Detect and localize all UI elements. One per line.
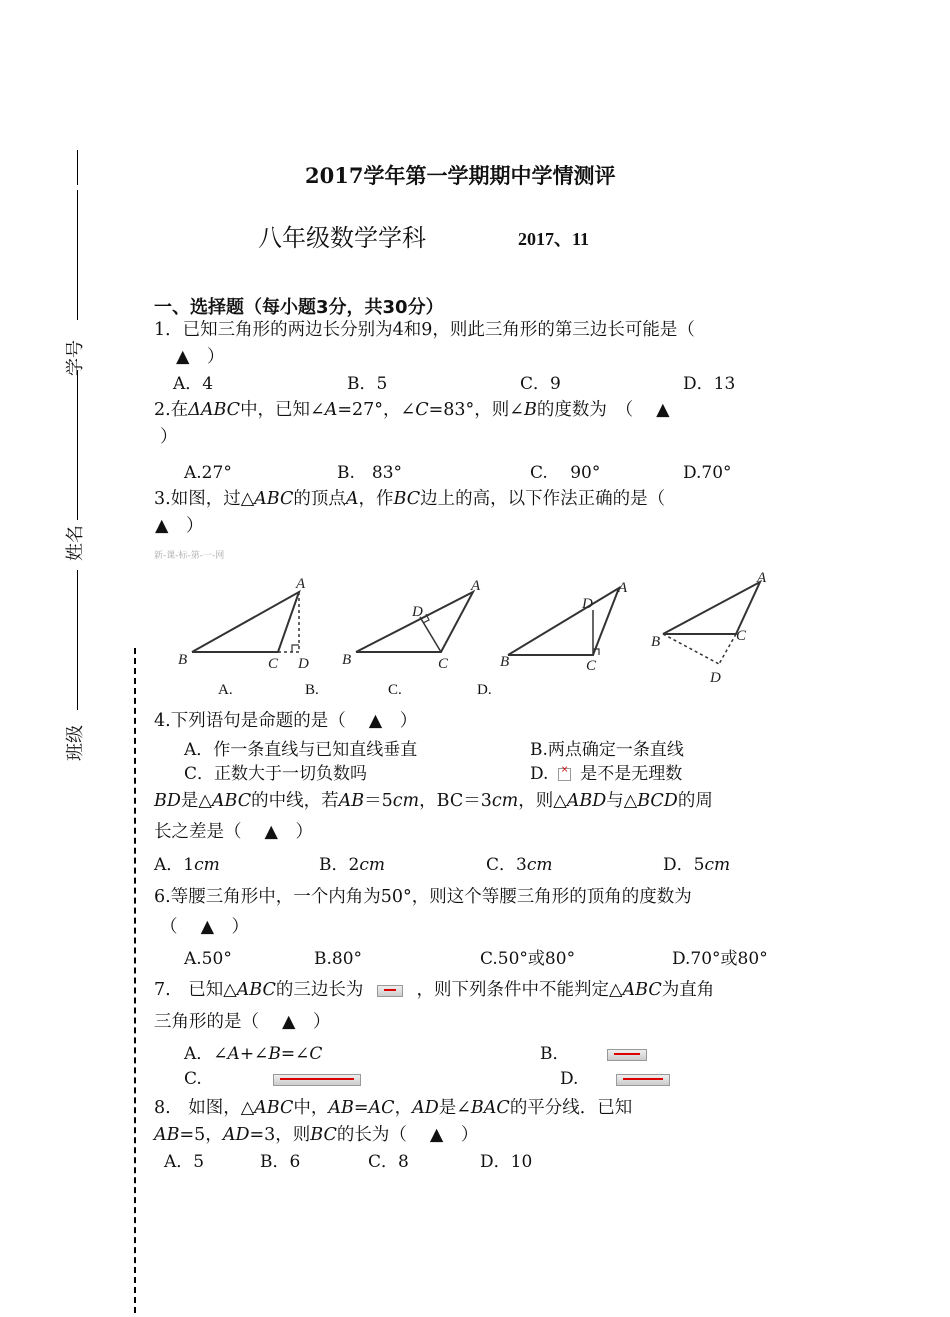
q2-option-d: D.70° — [683, 463, 732, 483]
q8-option-d: D．10 — [480, 1152, 533, 1172]
q4-option-a: A．作一条直线与已知直线垂直 — [184, 740, 418, 760]
watermark: 新-课-标-第-一-网 — [154, 551, 225, 561]
name-label: 姓名 — [65, 525, 86, 561]
q8-option-c: C．8 — [368, 1152, 409, 1172]
q4-stem: 4.下列语句是命题的是（ ▲ ） — [154, 711, 418, 731]
q7-option-d: D. — [560, 1071, 670, 1088]
q2-option-b: B. 83° — [337, 463, 403, 483]
q7-option-c-image — [273, 1074, 361, 1086]
fig-b-vertex-c: C — [438, 656, 449, 672]
q1-stem-cont: ▲ ） — [176, 347, 225, 367]
fig-a-vertex-d: D — [298, 656, 309, 672]
q1-option-b: B．5 — [347, 374, 388, 394]
fig-label-c: C. — [388, 682, 402, 698]
fig-a-right-angle — [292, 645, 299, 652]
q4-option-b: B.两点确定一条直线 — [530, 740, 684, 760]
class-label: 班级 — [65, 725, 86, 761]
q2-option-a: A.27° — [184, 463, 232, 483]
exam-title: 2017学年第一学期期中学情测评 — [305, 163, 616, 188]
q6-stem: 6.等腰三角形中，一个内角为50°，则这个等腰三角形的顶角的度数为 — [154, 887, 692, 907]
fig-c-vertex-b: B — [500, 654, 510, 670]
q2-option-c: C. 90° — [530, 463, 601, 483]
fig-label-d: D. — [477, 682, 492, 698]
fig-a-vertex-b: B — [178, 652, 188, 668]
fig-d-extension — [719, 634, 736, 664]
q3-figures — [170, 570, 780, 690]
fig-b-vertex-d: D — [412, 604, 423, 620]
margin-line-2 — [77, 370, 78, 520]
q8-option-b: B．6 — [260, 1152, 301, 1172]
q8-stem-cont: AB=5，AD=3，则BC的长为（ ▲ ） — [154, 1125, 479, 1145]
fig-label-b: B. — [305, 682, 319, 698]
q2-stem-cont: ） — [160, 427, 178, 447]
fig-c-triangle — [508, 588, 619, 655]
q6-stem-cont: （ ▲ ） — [160, 917, 250, 937]
fig-a-triangle — [192, 592, 299, 652]
q7-stem: 7. 已知△ABC的三边长为 ，则下列条件中不能判定△ABC为直角 — [154, 980, 715, 1000]
fig-c-vertex-c: C — [586, 658, 597, 674]
fig-a-vertex-a: A — [296, 576, 306, 592]
fig-b-altitude — [420, 617, 441, 652]
fig-b-vertex-b: B — [342, 652, 352, 668]
margin-line-1 — [77, 190, 78, 320]
q7-option-b-image — [607, 1049, 647, 1061]
q5-option-c: C．3cm — [486, 855, 553, 875]
fig-label-a: A. — [218, 682, 233, 698]
q7-option-c: C. — [184, 1071, 361, 1088]
q1-stem: 1．已知三角形的两边长分别为4和9，则此三角形的第三边长可能是（ — [154, 320, 695, 340]
q8-option-a: A．5 — [164, 1152, 205, 1172]
q7-stem-cont: 三角形的是（ ▲ ） — [154, 1012, 331, 1032]
fig-d-vertex-b: B — [651, 634, 661, 650]
q1-option-c: C．9 — [520, 374, 561, 394]
q4-option-c: C．正数大于一切负数吗 — [184, 764, 368, 784]
q5-option-a: A．1cm — [154, 855, 220, 875]
fig-b-vertex-a: A — [471, 578, 481, 594]
q4-option-d: D. × 是不是无理数 — [530, 764, 683, 784]
exam-subject: 八年级数学学科 — [258, 224, 426, 252]
q5-option-d: D．5cm — [663, 855, 731, 875]
q5-option-b: B．2cm — [319, 855, 385, 875]
section-heading: 一、选择题（每小题3分，共30分） — [154, 297, 444, 318]
q6-option-a: A.50° — [184, 949, 232, 969]
q7-option-d-image — [616, 1074, 670, 1086]
q8-stem: 8. 如图，△ABC中，AB=AC，AD是∠BAC的平分线．已知 — [154, 1098, 633, 1118]
fig-b-triangle — [356, 592, 473, 652]
fig-d-vertex-c: C — [736, 628, 747, 644]
fig-a-vertex-c: C — [268, 656, 279, 672]
q6-option-d: D.70°或80° — [672, 949, 768, 969]
fig-d-vertex-d: D — [710, 670, 721, 686]
q3-stem: 3.如图，过△ABC的顶点A，作BC边上的高，以下作法正确的是（ — [154, 489, 666, 509]
margin-line-top — [77, 150, 78, 185]
q7-equation-image — [377, 985, 403, 997]
fig-c-vertex-d: D — [582, 596, 593, 612]
q7-option-b: B． — [540, 1046, 647, 1063]
q5-stem-cont: 长之差是（ ▲ ） — [154, 822, 314, 842]
q1-option-d: D．13 — [683, 374, 736, 394]
q3-stem-cont: ▲ ） — [155, 516, 204, 536]
fig-d-vertex-a: A — [757, 570, 767, 586]
exam-date: 2017、11 — [518, 229, 590, 249]
student-id-label: 学号 — [65, 340, 86, 376]
q6-option-b: B.80° — [314, 949, 363, 969]
q2-stem: 2.在ΔABC中，已知∠A=27°，∠C=83°，则∠B的度数为 （ ▲ — [154, 400, 670, 420]
fig-d-triangle — [663, 582, 760, 634]
broken-image-icon: × — [558, 768, 571, 781]
fig-c-vertex-a: A — [618, 580, 628, 596]
fig-d-altitude — [663, 634, 719, 664]
margin-line-3 — [77, 570, 78, 710]
q1-option-a: A．4 — [173, 374, 214, 394]
q6-option-c: C.50°或80° — [480, 949, 576, 969]
q5-stem: BD是△ABC的中线，若AB＝5cm，BC＝3cm，则△ABD与△BCD的周 — [154, 791, 713, 811]
q7-option-a: A．∠A+∠B=∠C — [184, 1044, 323, 1064]
dashed-binding-line — [134, 648, 136, 1313]
